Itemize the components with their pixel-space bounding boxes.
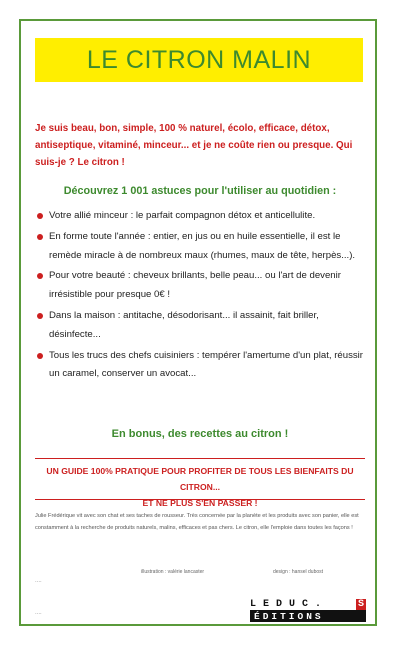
- design-credit: design : hansel dubost: [273, 569, 324, 575]
- discover-heading: Découvrez 1 001 astuces pour l'utiliser au quotidien :: [63, 185, 337, 197]
- barcode-placeholder-2: ....: [35, 610, 42, 616]
- bullet-icon: [37, 313, 43, 319]
- guide-line-2: ET NE PLUS S'EN PASSER !: [142, 498, 258, 508]
- guide-line-1: UN GUIDE 100% PRATIQUE POUR PROFITER DE TOUS LES BIENFAITS DU CITRON...: [46, 466, 354, 492]
- intro-text: Je suis beau, bon, simple, 100 % naturel, écolo, efficace, détox, antiseptique, vitaminé, minceur... et je ne coûte rien ou presque. Qui suis-je ? Le citron !: [35, 123, 353, 168]
- list-item: [35, 307, 365, 345]
- barcode-placeholder-1: ....: [35, 578, 42, 584]
- publisher-logo: [250, 598, 366, 623]
- guide-banner: [35, 458, 365, 508]
- tip-text: Votre allié minceur : le parfait compagnon détox et anticellulite.: [49, 210, 316, 221]
- book-title: LE CITRON MALIN: [86, 45, 312, 74]
- list-item: [35, 267, 365, 305]
- logo-top: [250, 598, 366, 610]
- tip-text: Tous les trucs des chefs cuisiniers : tempérer l'amertume d'un plat, réussir un caramel, conserver un avocat...: [49, 349, 363, 380]
- logo-name: LEDUC.: [250, 598, 329, 610]
- bullet-icon: [37, 273, 43, 279]
- tip-text: Pour votre beauté : cheveux brillants, belle peau... ou l'art de devenir irrésistible pour presque 0€ !: [49, 270, 341, 301]
- logo-s: S: [357, 598, 364, 610]
- list-item: [35, 207, 365, 226]
- tip-text: Dans la maison : antitache, désodorisant... il assainit, fait briller, désinfecte...: [49, 309, 319, 340]
- bullet-icon: [37, 234, 43, 240]
- title-band: [35, 38, 363, 82]
- bullet-icon: [37, 213, 43, 219]
- author-bio: Julie Frédérique vit avec son chat et ses taches de rousseur. Très concernée par la planète et les produits avec son panier, elle est constamment à la recherche de produits naturels, malins, efficaces et pas chers. Le citron, elle l'emploie dans toutes les façons !: [35, 513, 359, 531]
- list-item: [35, 228, 365, 266]
- illustration-credit: illustration : valérie lancaster: [141, 569, 205, 575]
- bullet-icon: [37, 353, 43, 359]
- book-back-cover: [19, 19, 377, 626]
- list-item: [35, 347, 365, 385]
- logo-editions: ÉDITIONS: [250, 610, 366, 622]
- tip-text: En forme toute l'année : entier, en jus ou en huile essentielle, il est le remède miracle à de nombreux maux (rhumes, maux de tête, herpès...).: [49, 230, 356, 261]
- tips-list: [35, 207, 365, 386]
- bonus-text: En bonus, des recettes au citron !: [111, 428, 289, 440]
